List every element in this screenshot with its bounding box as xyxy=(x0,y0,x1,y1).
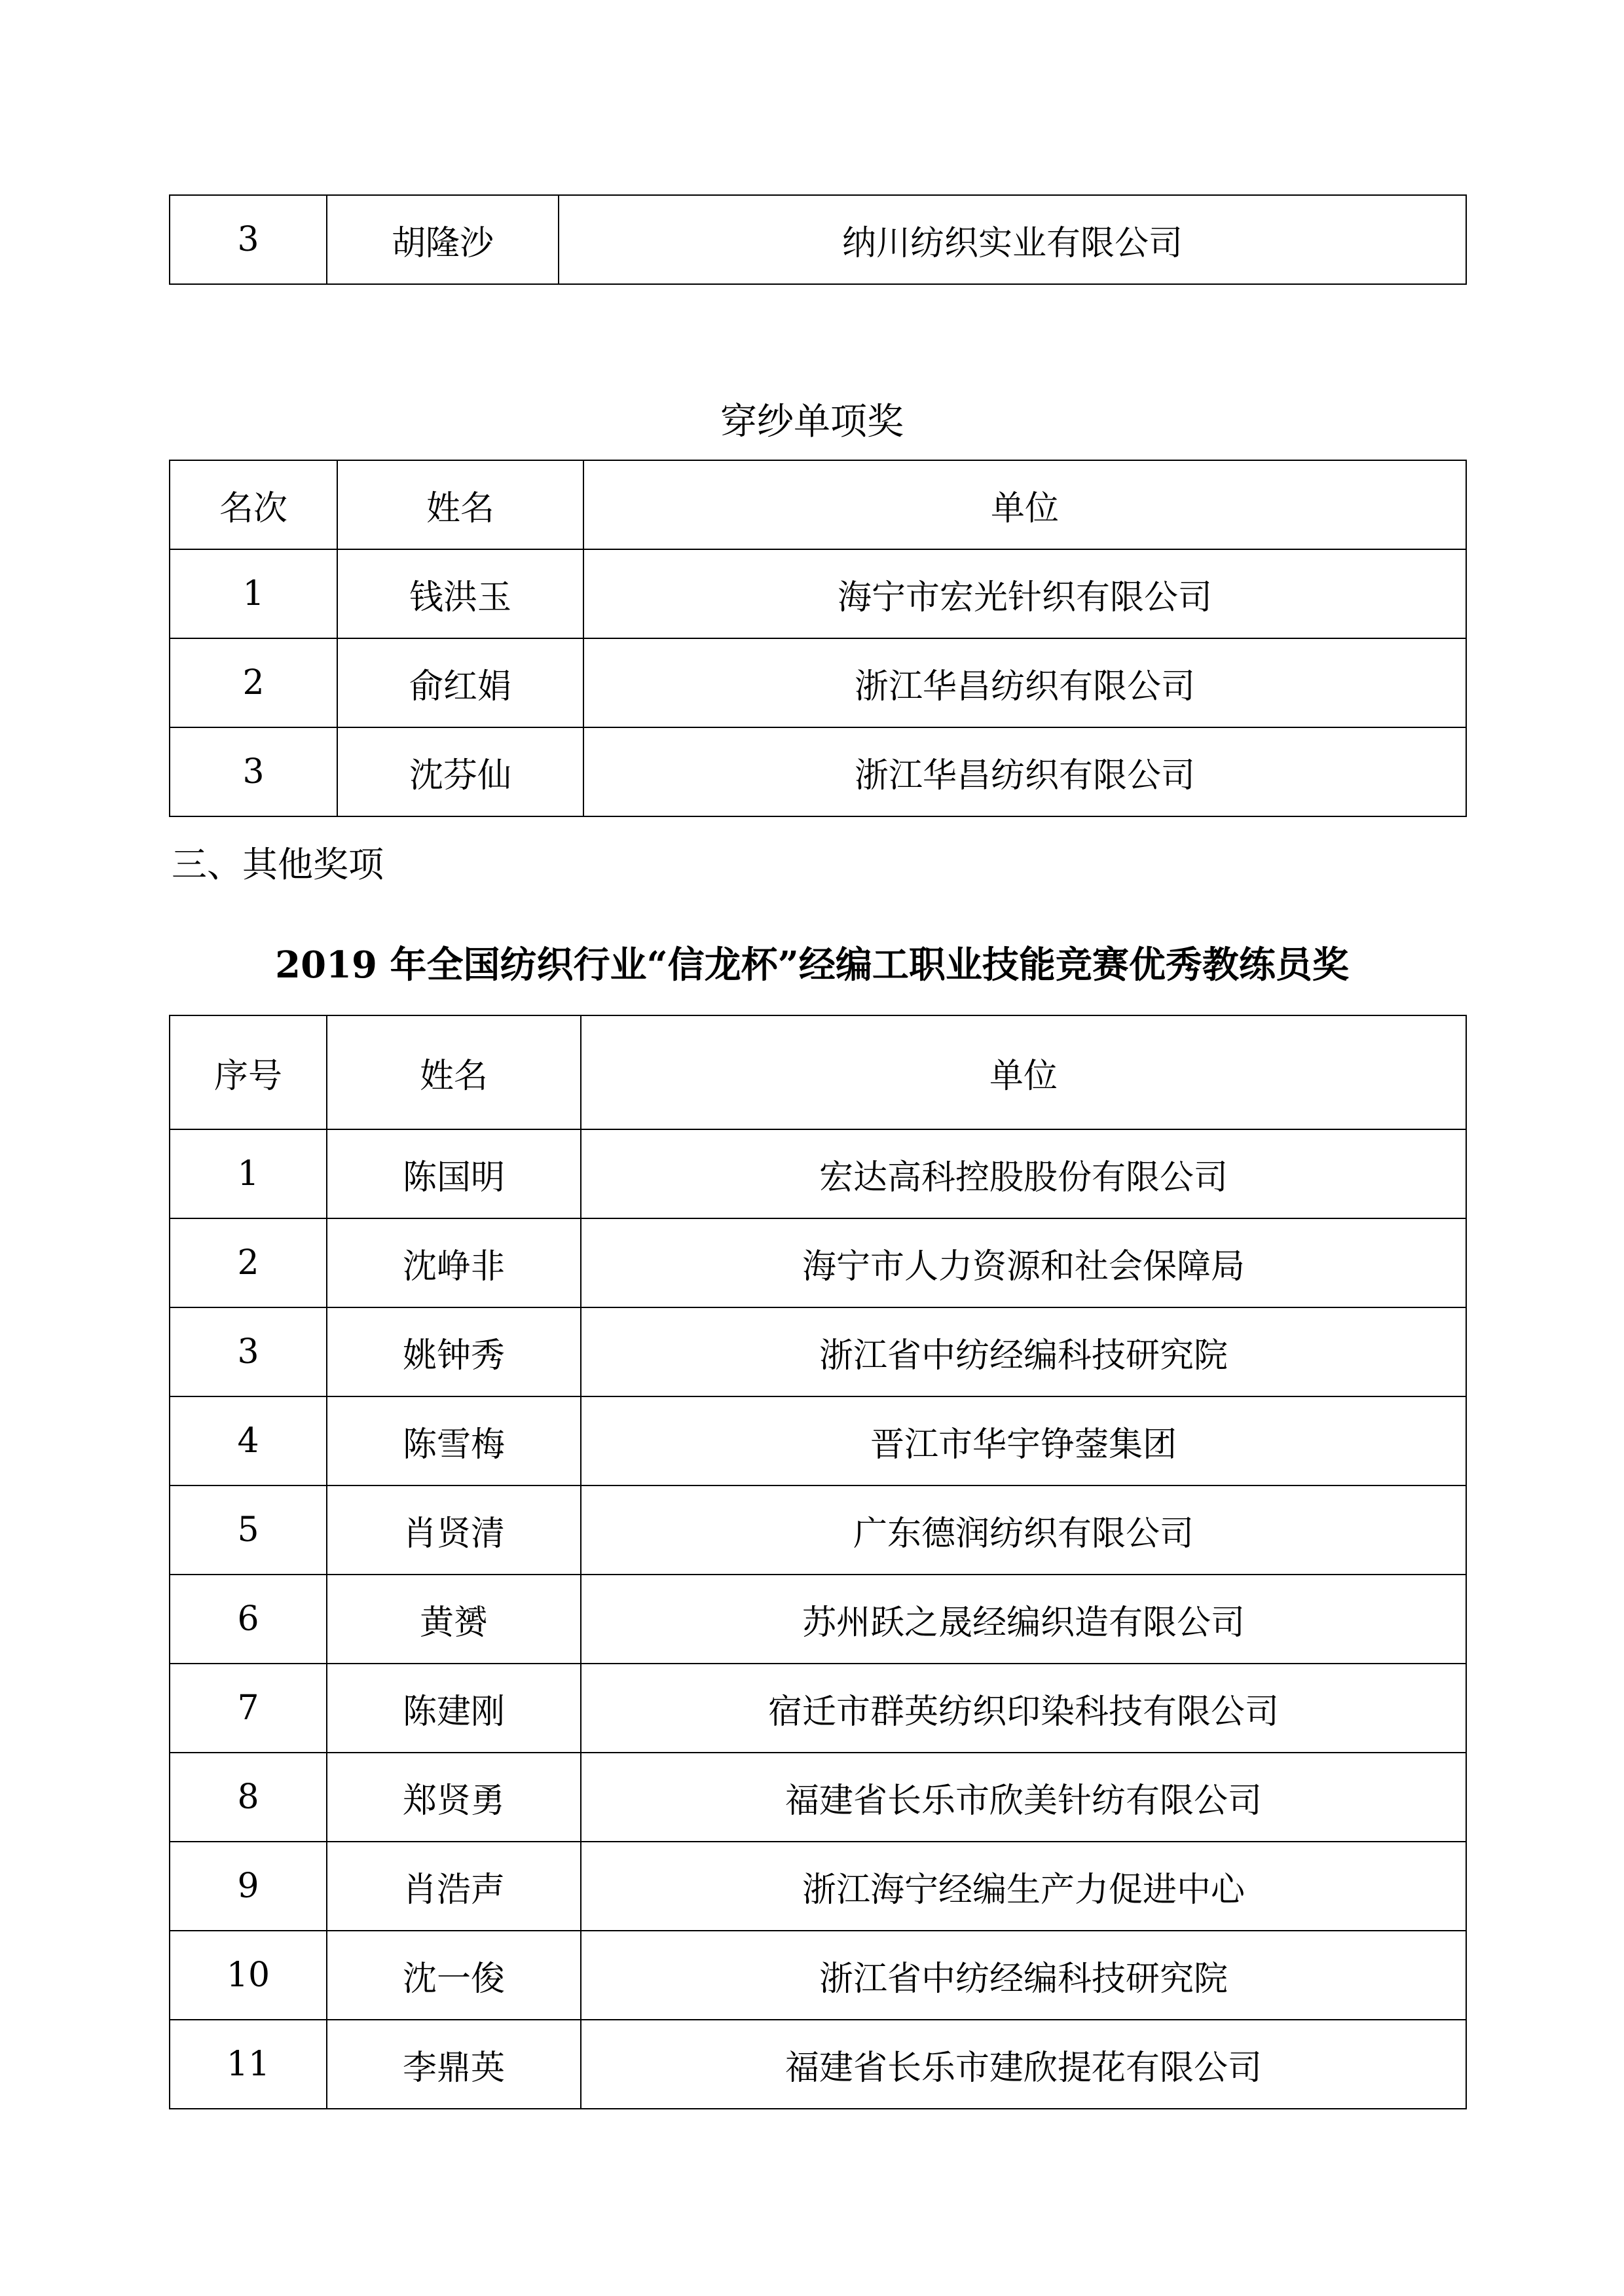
name-cell: 沈一俊 xyxy=(327,1931,581,2020)
rank-cell: 2 xyxy=(170,638,337,727)
unit-cell: 海宁市人力资源和社会保障局 xyxy=(581,1218,1466,1307)
table-row xyxy=(170,195,1466,284)
name-cell: 肖浩声 xyxy=(327,1842,581,1931)
unit-cell: 浙江省中纺经编科技研究院 xyxy=(581,1931,1466,2020)
table-row xyxy=(170,1218,1466,1307)
name-cell: 陈建刚 xyxy=(327,1664,581,1753)
coach-award-table xyxy=(169,1015,1467,2109)
header-unit: 单位 xyxy=(583,460,1466,549)
no-cell: 4 xyxy=(170,1396,327,1485)
table-row xyxy=(170,1485,1466,1575)
table-header-row xyxy=(170,460,1466,549)
header-no: 序号 xyxy=(170,1015,327,1129)
unit-cell: 浙江省中纺经编科技研究院 xyxy=(581,1307,1466,1396)
header-name: 姓名 xyxy=(327,1015,581,1129)
no-cell: 10 xyxy=(170,1931,327,2020)
header-name: 姓名 xyxy=(337,460,583,549)
rank-cell: 1 xyxy=(170,549,337,638)
name-cell: 李鼎英 xyxy=(327,2020,581,2109)
unit-cell: 宏达高科控股股份有限公司 xyxy=(581,1129,1466,1218)
no-cell: 11 xyxy=(170,2020,327,2109)
table-row xyxy=(170,1753,1466,1842)
table-header-row xyxy=(170,1015,1466,1129)
name-cell: 黄赟 xyxy=(327,1575,581,1664)
name-cell: 钱洪玉 xyxy=(337,549,583,638)
unit-cell: 广东德润纺织有限公司 xyxy=(581,1485,1466,1575)
name-cell: 肖贤清 xyxy=(327,1485,581,1575)
table-row xyxy=(170,1396,1466,1485)
unit-cell: 浙江华昌纺织有限公司 xyxy=(583,638,1466,727)
unit-cell: 海宁市宏光针织有限公司 xyxy=(583,549,1466,638)
no-cell: 8 xyxy=(170,1753,327,1842)
header-rank: 名次 xyxy=(170,460,337,549)
name-cell: 胡隆沙 xyxy=(327,195,559,284)
coach-award-title: 2019 年全国纺织行业“信龙杯”经编工职业技能竞赛优秀教练员奖 xyxy=(275,943,1349,987)
no-cell: 7 xyxy=(170,1664,327,1753)
name-cell: 姚钟秀 xyxy=(327,1307,581,1396)
unit-cell: 纳川纺织实业有限公司 xyxy=(559,195,1466,284)
section-heading: 三、其他奖项 xyxy=(172,844,384,885)
table-row xyxy=(170,1129,1466,1218)
no-cell: 1 xyxy=(170,1129,327,1218)
name-cell: 陈雪梅 xyxy=(327,1396,581,1485)
unit-cell: 宿迁市群英纺织印染科技有限公司 xyxy=(581,1664,1466,1753)
table-row xyxy=(170,549,1466,638)
rank-cell: 3 xyxy=(170,195,327,284)
unit-cell: 晋江市华宇铮蓥集团 xyxy=(581,1396,1466,1485)
unit-cell: 福建省长乐市欣美针纺有限公司 xyxy=(581,1753,1466,1842)
continued-award-table xyxy=(169,194,1467,285)
threading-award-table xyxy=(169,460,1467,817)
header-unit: 单位 xyxy=(581,1015,1466,1129)
no-cell: 3 xyxy=(170,1307,327,1396)
name-cell: 沈峥非 xyxy=(327,1218,581,1307)
no-cell: 9 xyxy=(170,1842,327,1931)
unit-cell: 浙江海宁经编生产力促进中心 xyxy=(581,1842,1466,1931)
name-cell: 沈芬仙 xyxy=(337,727,583,816)
threading-award-title: 穿纱单项奖 xyxy=(720,401,904,443)
no-cell: 2 xyxy=(170,1218,327,1307)
no-cell: 6 xyxy=(170,1575,327,1664)
name-cell: 俞红娟 xyxy=(337,638,583,727)
name-cell: 郑贤勇 xyxy=(327,1753,581,1842)
rank-cell: 3 xyxy=(170,727,337,816)
no-cell: 5 xyxy=(170,1485,327,1575)
table-row xyxy=(170,1664,1466,1753)
unit-cell: 苏州跃之晟经编织造有限公司 xyxy=(581,1575,1466,1664)
table-row xyxy=(170,1842,1466,1931)
table-row xyxy=(170,1307,1466,1396)
name-cell: 陈国明 xyxy=(327,1129,581,1218)
table-row xyxy=(170,1575,1466,1664)
unit-cell: 福建省长乐市建欣提花有限公司 xyxy=(581,2020,1466,2109)
table-row xyxy=(170,2020,1466,2109)
table-row xyxy=(170,727,1466,816)
table-row xyxy=(170,1931,1466,2020)
table-row xyxy=(170,638,1466,727)
unit-cell: 浙江华昌纺织有限公司 xyxy=(583,727,1466,816)
